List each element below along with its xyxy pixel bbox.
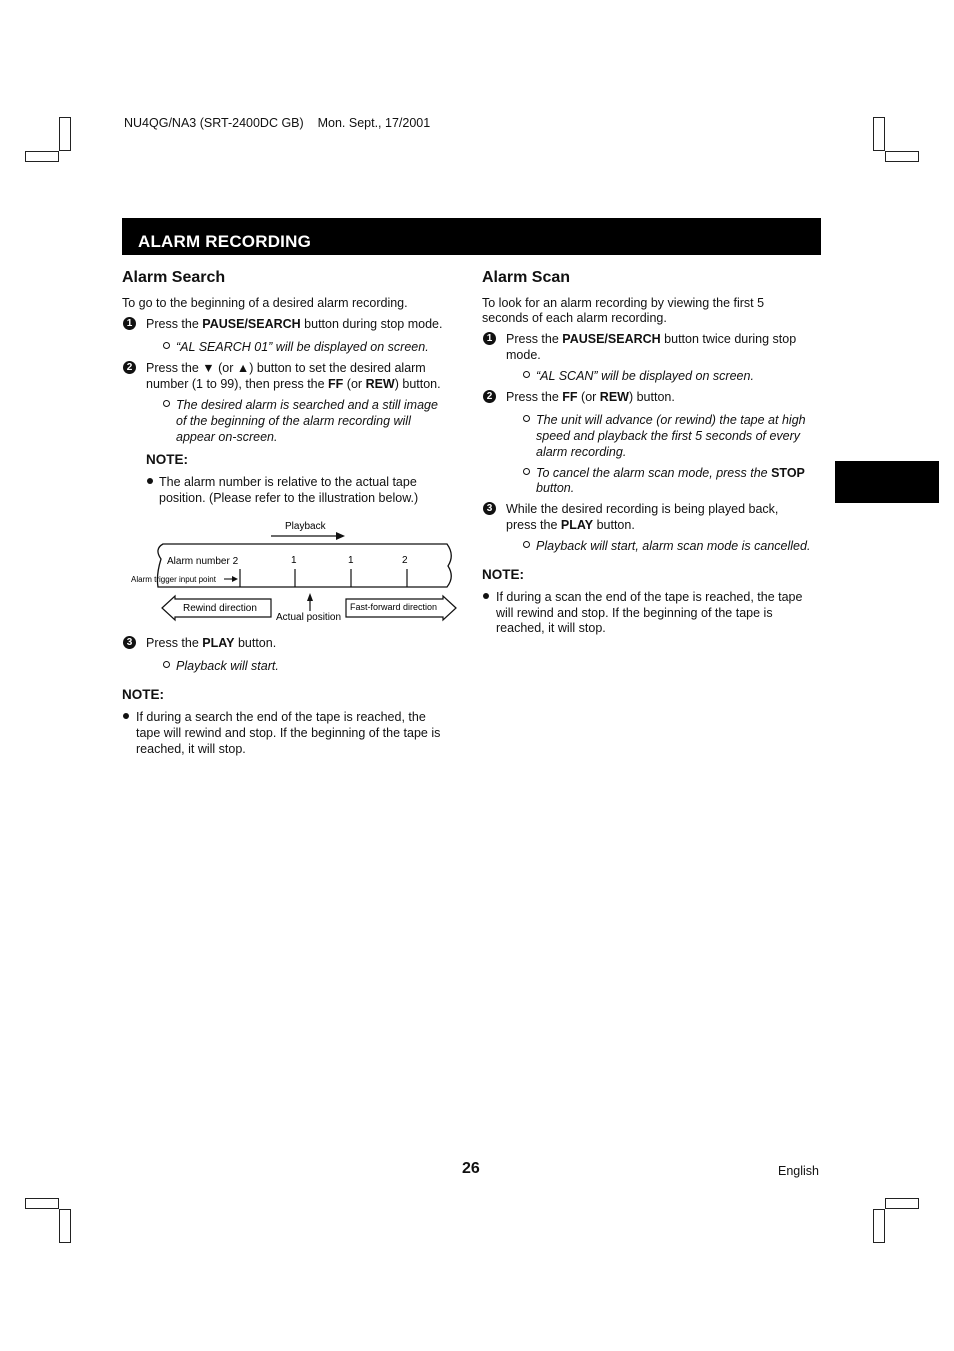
button-name: PLAY [202, 636, 235, 650]
alarm-mark-1: 1 [291, 555, 297, 566]
section-banner [122, 218, 821, 255]
crop-mark-bl-v [59, 1209, 71, 1243]
button-name: FF [328, 377, 344, 391]
step-number: 2 [123, 361, 136, 374]
scan-step1-line2: mode. [506, 348, 541, 362]
alarm-number-label: Alarm number 2 [167, 556, 239, 567]
text: button during stop mode. [300, 317, 443, 331]
button-name: STOP [771, 466, 805, 480]
text: Press the [506, 332, 563, 346]
circle-bullet-icon [523, 371, 530, 378]
scan-note-line1: If during a scan the end of the tape is reached, the tape [496, 590, 803, 604]
scan-step1-sub: “AL SCAN” will be displayed on screen. [536, 369, 754, 383]
scan-step2-sub-a3: alarm recording. [536, 445, 627, 459]
scan-note-line2: will rewind and stop. If the beginning of the tape is [496, 606, 773, 620]
search-step3-text [146, 635, 276, 651]
circle-bullet-icon [523, 468, 530, 475]
scan-step1-text [506, 331, 796, 347]
tape-diagram [125, 515, 465, 627]
note-heading: NOTE: [482, 567, 524, 582]
circle-bullet-icon [163, 342, 170, 349]
step-number: 1 [483, 332, 496, 345]
note2-line1: If during a search the end of the tape is reached, the [136, 710, 426, 724]
text: button. [234, 636, 277, 650]
circle-bullet-icon [163, 400, 170, 407]
search-step3-sub: Playback will start. [176, 659, 279, 673]
text: ) button. [628, 390, 675, 404]
actual-position-arrowhead-icon [307, 593, 313, 601]
search-step2-line1: Press the ▼ (or ▲) button to set the desired alarm [146, 361, 426, 375]
trigger-label: Alarm trigger input point [131, 575, 216, 584]
scan-note-line3: reached, it will stop. [496, 621, 606, 635]
actual-position-label: Actual position [276, 612, 342, 623]
button-name: PAUSE/SEARCH [562, 332, 661, 346]
alarm-scan-intro2: seconds of each alarm recording. [482, 311, 667, 325]
crop-mark-tl-h [25, 151, 59, 162]
scan-step3-sub: Playback will start, alarm scan mode is cancelled. [536, 539, 811, 553]
crop-mark-tr-h [885, 151, 919, 162]
crop-mark-tr-v [873, 117, 885, 151]
banner-title: ALARM RECORDING [138, 232, 311, 251]
document-header [124, 116, 430, 130]
step-number: 3 [123, 636, 136, 649]
playback-label: Playback [285, 521, 326, 532]
text: (or [343, 377, 366, 391]
crop-mark-br-h [885, 1198, 919, 1209]
crop-mark-br-v [873, 1209, 885, 1243]
doc-date: Mon. Sept., 17/2001 [317, 116, 431, 130]
text: button twice during stop [660, 332, 797, 346]
ff-label: Fast-forward direction [350, 602, 438, 612]
step-number: 3 [483, 502, 496, 515]
button-name: PAUSE/SEARCH [202, 317, 301, 331]
bullet-icon [123, 713, 129, 719]
button-name: REW [599, 390, 629, 404]
search-step2-sub3: appear on-screen. [176, 430, 278, 444]
circle-bullet-icon [523, 415, 530, 422]
trigger-arrowhead-icon [232, 576, 238, 582]
search-step2-sub1: The desired alarm is searched and a still image [176, 398, 438, 412]
step-number: 1 [123, 317, 136, 330]
text: To cancel the alarm scan mode, press the [536, 466, 772, 480]
text: press the [506, 518, 561, 532]
circle-bullet-icon [163, 661, 170, 668]
crop-mark-bl-h [25, 1198, 59, 1209]
playback-arrowhead-icon [336, 532, 345, 540]
bullet-icon [147, 478, 153, 484]
note1-line2: position. (Please refer to the illustration below.) [159, 491, 419, 505]
bullet-icon [483, 593, 489, 599]
text: ) button. [394, 377, 441, 391]
rewind-label: Rewind direction [183, 603, 257, 614]
circle-bullet-icon [523, 541, 530, 548]
button-name: REW [365, 377, 395, 391]
doc-id: NU4QG/NA3 (SRT-2400DC GB) [124, 116, 304, 130]
language-label: English [778, 1164, 819, 1178]
alarm-mark-3: 2 [402, 555, 408, 566]
alarm-scan-intro1: To look for an alarm recording by viewing the first 5 [482, 296, 765, 310]
search-step1-sub: “AL SEARCH 01” will be displayed on screen. [176, 340, 429, 354]
side-tab [835, 461, 939, 503]
text: button. [593, 518, 635, 532]
text: (or [577, 390, 600, 404]
scan-step2-text [506, 389, 675, 405]
note2-line3: reached, it will stop. [136, 742, 246, 756]
note-heading: NOTE: [146, 452, 188, 467]
button-name: PLAY [560, 518, 594, 532]
scan-step2-sub-b2: button. [536, 481, 575, 495]
scan-step2-sub-a1: The unit will advance (or rewind) the tape at high [536, 413, 806, 427]
alarm-search-title: Alarm Search [122, 269, 226, 286]
text: number (1 to 99), then press the [146, 377, 329, 391]
search-step2-line2 [146, 376, 441, 392]
note2-line2: tape will rewind and stop. If the beginning of the tape is [136, 726, 441, 740]
scan-step2-sub-b1 [536, 465, 805, 481]
step-number: 2 [483, 390, 496, 403]
alarm-scan-title: Alarm Scan [482, 269, 571, 286]
search-step2-sub2: of the beginning of the alarm recording will [176, 414, 411, 428]
button-name: FF [562, 390, 578, 404]
alarm-mark-2: 1 [348, 555, 354, 566]
crop-mark-tl-v [59, 117, 71, 151]
alarm-search-intro: To go to the beginning of a desired alarm recording. [122, 296, 408, 310]
page-number: 26 [462, 1160, 480, 1177]
scan-step3-line1: While the desired recording is being played back, [506, 502, 779, 516]
note-heading: NOTE: [122, 687, 164, 702]
text: Press the [146, 317, 203, 331]
note1-line1: The alarm number is relative to the actual tape [159, 475, 417, 489]
scan-step2-sub-a2: speed and playback the first 5 seconds of every [536, 429, 801, 443]
search-step1-text [146, 316, 442, 332]
text: Press the [506, 390, 563, 404]
text: Press the [146, 636, 203, 650]
scan-step3-line2 [506, 517, 635, 533]
